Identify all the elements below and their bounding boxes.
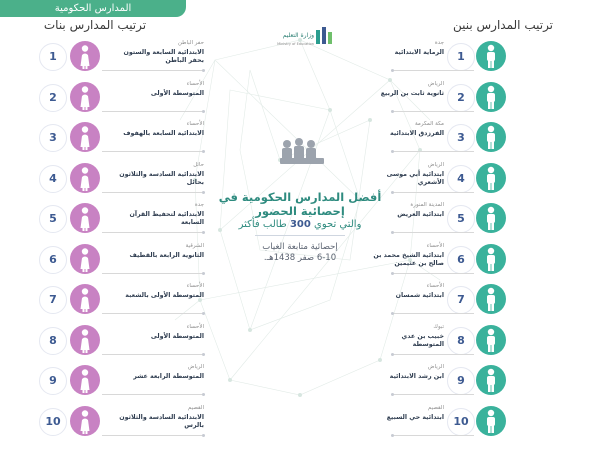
girl-icon: [70, 406, 100, 436]
girls-rank-row: [38, 202, 204, 236]
region-label: جدة: [194, 202, 204, 208]
figure-circle: [70, 325, 100, 355]
line-dot: [391, 110, 394, 113]
figure-circle: [70, 41, 100, 71]
underline: [102, 111, 204, 112]
girl-icon: [70, 82, 100, 112]
underline: [102, 354, 204, 355]
rank-number: 8: [447, 327, 475, 355]
boy-icon: [476, 41, 506, 71]
school-name: ابتدائية الشيخ محمد بن صالح بن عثيمين: [373, 251, 444, 267]
girl-icon: [70, 244, 100, 274]
girl-icon: [70, 122, 100, 152]
underline: [102, 273, 204, 274]
rank-number: 9: [447, 367, 475, 395]
center-divider: [255, 235, 345, 236]
girls-column-title: ترتيب المدارس بنات: [43, 18, 147, 32]
underline: [392, 313, 474, 314]
underline: [392, 394, 474, 395]
rank-number: 6: [39, 246, 67, 274]
center-title-line2: إحصائية الحضور: [255, 204, 345, 218]
underline: [102, 70, 204, 71]
boy-icon: [476, 82, 506, 112]
rank-number: 7: [447, 286, 475, 314]
region-label: الأحساء: [426, 242, 444, 249]
logo-text: وزارة التعليم: [282, 32, 314, 39]
girl-icon: [70, 365, 100, 395]
rank-number: 2: [447, 84, 475, 112]
school-name: الفرزدق الابتدائية: [390, 130, 444, 137]
region-label: الرياض: [427, 80, 444, 87]
rank-number: 5: [447, 205, 475, 233]
figure-circle: [476, 244, 506, 274]
figure-circle: [476, 325, 506, 355]
underline: [392, 151, 474, 152]
school-name: ثانوية ثابت بن الربيع: [380, 89, 444, 97]
region-label: الرياض: [427, 161, 444, 168]
region-label: الرياض: [187, 364, 204, 370]
rank-number: 10: [447, 408, 475, 436]
line-dot: [202, 110, 205, 113]
girls-rank-row: [38, 405, 204, 439]
stats-date: 6-10 صفر 1438هـ.: [263, 253, 337, 263]
girls-rank-row: [38, 324, 204, 358]
school-name: ابتدائية العريض: [397, 211, 444, 218]
school-name: ابتدائية حي السبيع: [386, 413, 444, 421]
girl-icon: [70, 41, 100, 71]
line-dot: [391, 312, 394, 315]
boy-icon: [476, 163, 506, 193]
girl-icon: [70, 284, 100, 314]
girl-icon: [70, 325, 100, 355]
boys-rank-row: [392, 40, 558, 74]
logo-tagline: Ministry of Education: [277, 42, 314, 46]
rank-number: 1: [447, 43, 475, 71]
school-name: الثانوية الرابعة بالقطيف: [129, 251, 204, 259]
boy-icon: [476, 122, 506, 152]
center-title-line3: والتي تحوي 300 طالب فأكثر: [238, 219, 362, 230]
boys-rank-row: [373, 242, 558, 277]
boys-rank-row: [380, 80, 558, 115]
school-name: الابتدائية السابعة والستون بحفر الباطن: [123, 49, 204, 64]
underline: [392, 435, 474, 436]
school-name: الابتدائية السادسة والثلاثون بالرس: [119, 413, 204, 429]
region-label: الشرقية: [185, 242, 204, 249]
region-label: جدة: [434, 40, 444, 46]
region-label: الأحساء: [186, 80, 204, 87]
region-label: الأحساء: [186, 283, 204, 289]
region-label: تبوك: [433, 323, 444, 330]
region-label: القصيم: [427, 404, 444, 411]
figure-circle: [476, 82, 506, 112]
figure-circle: [476, 163, 506, 193]
girl-icon: [70, 203, 100, 233]
rank-number: 7: [39, 286, 67, 314]
line-dot: [391, 69, 394, 72]
boys-rank-row: [392, 283, 558, 317]
center-title-line1: أفضل المدارس الحكومية في: [218, 190, 382, 204]
rank-number: 10: [39, 408, 67, 436]
boys-column-title: ترتيب المدارس بنين: [452, 18, 554, 32]
figure-circle: [70, 122, 100, 152]
rank-number: 8: [39, 327, 67, 355]
school-name: ابتدائية أبي موسى الأشعري: [386, 170, 444, 186]
underline: [102, 394, 204, 395]
school-name: الابتدائية السابعة بالهفوف: [123, 130, 204, 137]
line-dot: [202, 312, 205, 315]
region-label: الأحساء: [426, 283, 444, 289]
rank-number: 4: [39, 165, 67, 193]
boy-icon: [476, 203, 506, 233]
rank-number: 9: [39, 367, 67, 395]
underline: [392, 70, 474, 71]
line-dot: [391, 393, 394, 396]
underline: [392, 232, 474, 233]
figure-circle: [476, 41, 506, 71]
region-label: مكة المكرمة: [414, 121, 444, 127]
girl-icon: [70, 163, 100, 193]
girls-rank-row: [38, 121, 204, 155]
girls-rank-row: [38, 162, 204, 196]
school-name: المتوسطة الأولى: [150, 89, 204, 97]
figure-circle: [476, 406, 506, 436]
rank-number: 5: [39, 205, 67, 233]
girls-rank-row: [38, 364, 204, 398]
boys-rank-row: [389, 364, 558, 398]
stats-label: إحصائية متابعة الغياب: [262, 242, 338, 252]
underline: [392, 273, 474, 274]
school-name: المتوسطة الأولى بالشعبة: [125, 292, 204, 299]
figure-circle: [476, 284, 506, 314]
rank-number: 3: [447, 124, 475, 152]
boys-rank-row: [386, 404, 558, 439]
rank-number: 1: [39, 43, 67, 71]
figure-circle: [70, 203, 100, 233]
rank-number: 6: [447, 246, 475, 274]
boy-icon: [476, 325, 506, 355]
underline: [392, 111, 474, 112]
underline: [102, 435, 204, 436]
figure-circle: [70, 365, 100, 395]
school-name: المتوسطة الرابعة عشر: [133, 373, 204, 380]
boys-rank-row: [392, 202, 558, 236]
boy-icon: [476, 244, 506, 274]
school-name: خبيب بن عدي المتوسطة: [401, 332, 444, 348]
boy-icon: [476, 284, 506, 314]
figure-circle: [70, 406, 100, 436]
line-dot: [202, 353, 205, 356]
girls-rank-row: [38, 283, 204, 317]
rank-number: 2: [39, 84, 67, 112]
underline: [392, 354, 474, 355]
boys-rank-row: [392, 121, 558, 155]
line-dot: [202, 393, 205, 396]
school-name: ابتدائية شمسان: [395, 292, 444, 299]
school-name: المتوسطة الأولى: [150, 332, 204, 340]
school-name: الابتدائية لتحفيظ القرآن السابعة: [129, 211, 204, 226]
boy-icon: [476, 406, 506, 436]
region-label: الأحساء: [186, 323, 204, 330]
girls-rank-row: [38, 40, 204, 74]
underline: [102, 313, 204, 314]
line-dot: [391, 353, 394, 356]
ministry-logo-icon: [314, 26, 334, 48]
section-tab: المدارس الحكومية: [0, 0, 186, 17]
people-group-icon: [278, 134, 326, 166]
region-label: الأحساء: [186, 121, 204, 127]
region-label: القصيم: [187, 404, 204, 411]
school-name: الرماية الابتدائية: [394, 49, 444, 56]
school-name: ابن رشد الابتدائية: [389, 373, 444, 380]
underline: [102, 192, 204, 193]
girls-rank-row: [38, 243, 204, 277]
underline: [392, 192, 474, 193]
school-name: الابتدائية السادسة والثلاثون بحائل: [119, 170, 204, 186]
figure-circle: [476, 122, 506, 152]
region-label: الرياض: [427, 364, 444, 370]
underline: [102, 151, 204, 152]
rank-number: 4: [447, 165, 475, 193]
line-dot: [202, 69, 205, 72]
region-label: حفر الباطن: [177, 40, 204, 46]
figure-circle: [70, 284, 100, 314]
line-dot: [391, 434, 394, 437]
ministry-logo: [258, 24, 338, 62]
underline: [102, 232, 204, 233]
girls-rank-row: [38, 81, 204, 115]
region-label: حائل: [193, 161, 204, 168]
figure-circle: [70, 82, 100, 112]
boys-rank-row: [392, 324, 558, 358]
figure-circle: [476, 203, 506, 233]
figure-circle: [476, 365, 506, 395]
figure-circle: [70, 163, 100, 193]
rank-number: 3: [39, 124, 67, 152]
figure-circle: [70, 244, 100, 274]
region-label: المدينة المنورة: [410, 202, 444, 208]
boy-icon: [476, 365, 506, 395]
boys-rank-row: [386, 161, 558, 196]
line-dot: [202, 434, 205, 437]
